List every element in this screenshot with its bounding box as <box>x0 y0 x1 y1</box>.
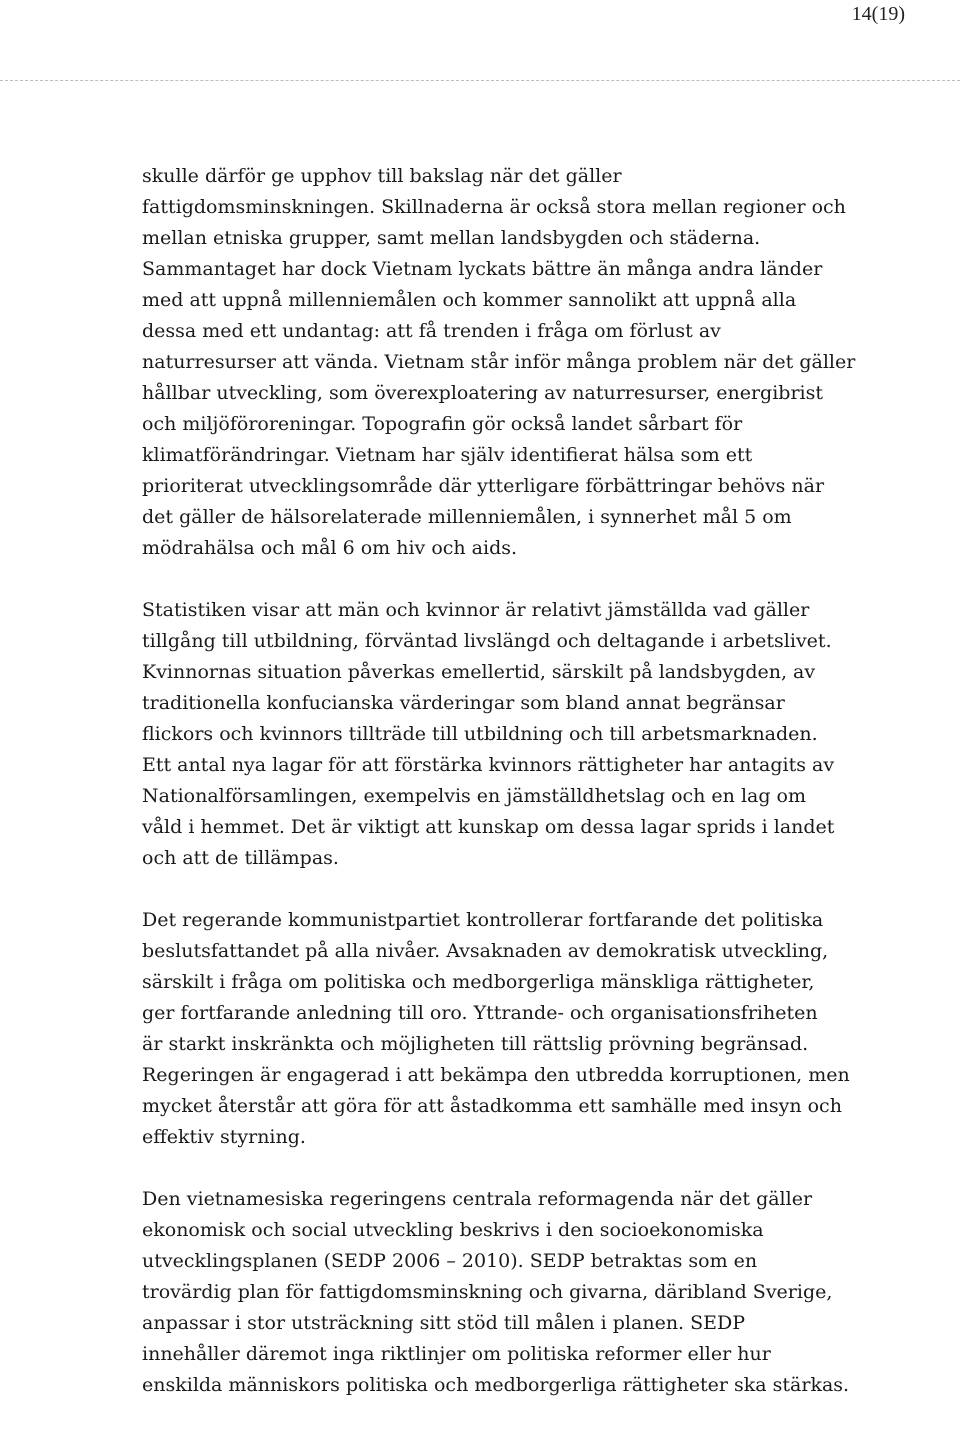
page-number: 14(19) <box>851 3 905 25</box>
text-line: mödrahälsa och mål 6 om hiv och aids. <box>142 537 518 559</box>
text-line: dessa med ett undantag: att få trenden i fråga om förlust av <box>142 320 721 342</box>
text-line: prioriterat utvecklingsområde där ytterligare förbättringar behövs när <box>142 475 825 497</box>
text-line: trovärdig plan för fattigdomsminskning och givarna, däribland Sverige, <box>142 1281 833 1303</box>
text-line: hållbar utveckling, som överexploatering av naturresurser, energibrist <box>142 382 823 404</box>
text-line: Statistiken visar att män och kvinnor är relativt jämställda vad gäller <box>142 599 810 621</box>
text-line: fattigdomsminskningen. Skillnaderna är också stora mellan regioner och <box>142 196 846 218</box>
paragraph-gender-equality <box>142 595 862 874</box>
text-line: Nationalförsamlingen, exempelvis en jämställdhetslag och en lag om <box>142 785 807 807</box>
text-line: det gäller de hälsorelaterade millenniemålen, i synnerhet mål 5 om <box>142 506 792 528</box>
text-line: naturresurser att vända. Vietnam står inför många problem när det gäller <box>142 351 856 373</box>
text-line: enskilda människors politiska och medborgerliga rättigheter ska stärkas. <box>142 1374 850 1396</box>
text-line: klimatförändringar. Vietnam har själv identifierat hälsa som ett <box>142 444 753 466</box>
text-line: med att uppnå millenniemålen och kommer sannolikt att uppnå alla <box>142 289 797 311</box>
text-line: traditionella konfucianska värderingar som bland annat begränsar <box>142 692 785 714</box>
text-line: Ett antal nya lagar för att förstärka kvinnors rättigheter har antagits av <box>142 754 835 776</box>
text-line: och miljöföroreningar. Topografin gör också landet sårbart för <box>142 413 743 435</box>
text-line: Den vietnamesiska regeringens centrala reformagenda när det gäller <box>142 1188 813 1210</box>
text-line: Sammantaget har dock Vietnam lyckats bättre än många andra länder <box>142 258 823 280</box>
text-line: anpassar i stor utsträckning sitt stöd till målen i planen. SEDP <box>142 1312 746 1334</box>
text-line: utvecklingsplanen (SEDP 2006 – 2010). SEDP betraktas som en <box>142 1250 758 1272</box>
document-body <box>142 161 862 1432</box>
text-line: flickors och kvinnors tillträde till utbildning och till arbetsmarknaden. <box>142 723 818 745</box>
text-line: Regeringen är engagerad i att bekämpa den utbredda korruptionen, men <box>142 1064 850 1086</box>
header-divider <box>0 80 960 81</box>
text-line: mycket återstår att göra för att åstadkomma ett samhälle med insyn och <box>142 1095 842 1117</box>
text-line: mellan etniska grupper, samt mellan landsbygden och städerna. <box>142 227 761 249</box>
text-line: Det regerande kommunistpartiet kontrollerar fortfarande det politiska <box>142 909 824 931</box>
text-line: är starkt inskränkta och möjligheten till rättslig prövning begränsad. <box>142 1033 809 1055</box>
text-line: effektiv styrning. <box>142 1126 306 1148</box>
text-line: skulle därför ge upphov till bakslag när det gäller <box>142 165 622 187</box>
text-line: våld i hemmet. Det är viktigt att kunskap om dessa lagar sprids i landet <box>142 816 835 838</box>
paragraph-poverty-and-mdgs <box>142 161 862 564</box>
text-line: Kvinnornas situation påverkas emellertid, särskilt på landsbygden, av <box>142 661 816 683</box>
text-line: särskilt i fråga om politiska och medborgerliga mänskliga rättigheter, <box>142 971 815 993</box>
text-line: tillgång till utbildning, förväntad livslängd och deltagande i arbetslivet. <box>142 630 832 652</box>
text-line: ger fortfarande anledning till oro. Yttrande- och organisationsfriheten <box>142 1002 818 1024</box>
paragraph-political-situation <box>142 905 862 1153</box>
text-line: och att de tillämpas. <box>142 847 339 869</box>
text-line: beslutsfattandet på alla nivåer. Avsaknaden av demokratisk utveckling, <box>142 940 829 962</box>
paragraph-reform-agenda <box>142 1184 862 1401</box>
text-line: ekonomisk och social utveckling beskrivs i den socioekonomiska <box>142 1219 764 1241</box>
text-line: innehåller däremot inga riktlinjer om politiska reformer eller hur <box>142 1343 771 1365</box>
